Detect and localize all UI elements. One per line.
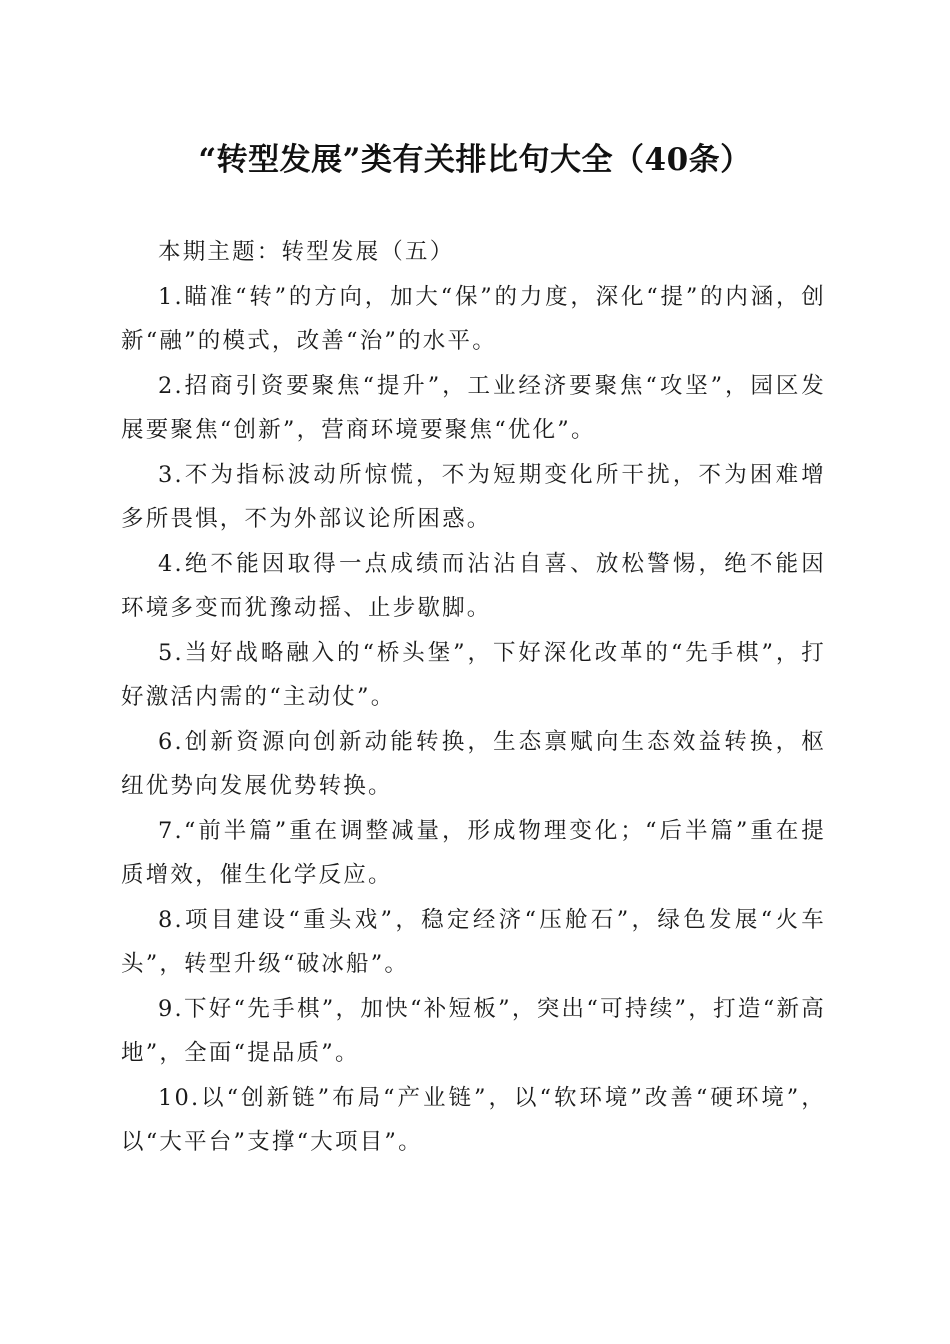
item-paragraph-6: 6.创新资源向创新动能转换，生态禀赋向生态效益转换，枢纽优势向发展优势转换。 (121, 728, 826, 799)
item-paragraph-10: 10.以“创新链”布局“产业链”，以“软环境”改善“硬环境”，以“大平台”支撑“大项目”。 (121, 1084, 826, 1155)
document-title: “转型发展”类有关排比句大全（40条） (198, 142, 752, 178)
item-paragraph-8: 8.项目建设“重头戏”，稳定经济“压舱石”，绿色发展“火车头”，转型升级“破冰船”。 (121, 906, 826, 977)
item-paragraph-7: 7.“前半篇”重在调整减量，形成物理变化；“后半篇”重在提质增效，催生化学反应。 (121, 817, 826, 888)
subtitle-paragraph: 本期主题：转型发展（五） (158, 239, 455, 265)
item-paragraph-1: 1.瞄准“转”的方向，加大“保”的力度，深化“提”的内涵，创新“融”的模式，改善“治”的水平。 (121, 283, 826, 354)
document-body (121, 230, 826, 1165)
item-paragraph-4: 4.绝不能因取得一点成绩而沾沾自喜、放松警惕，绝不能因环境多变而犹豫动摇、止步歇脚。 (121, 550, 826, 621)
item-paragraph-5: 5.当好战略融入的“桥头堡”，下好深化改革的“先手棋”，打好激活内需的“主动仗”。 (121, 639, 826, 710)
item-paragraph-2: 2.招商引资要聚焦“提升”，工业经济要聚焦“攻坚”，园区发展要聚焦“创新”，营商环境要聚焦“优化”。 (121, 372, 826, 443)
item-paragraph-3: 3.不为指标波动所惊慌，不为短期变化所干扰，不为困难增多所畏惧，不为外部议论所困惑。 (121, 461, 826, 532)
item-paragraph-9: 9.下好“先手棋”，加快“补短板”，突出“可持续”，打造“新高地”，全面“提品质”。 (121, 995, 826, 1066)
